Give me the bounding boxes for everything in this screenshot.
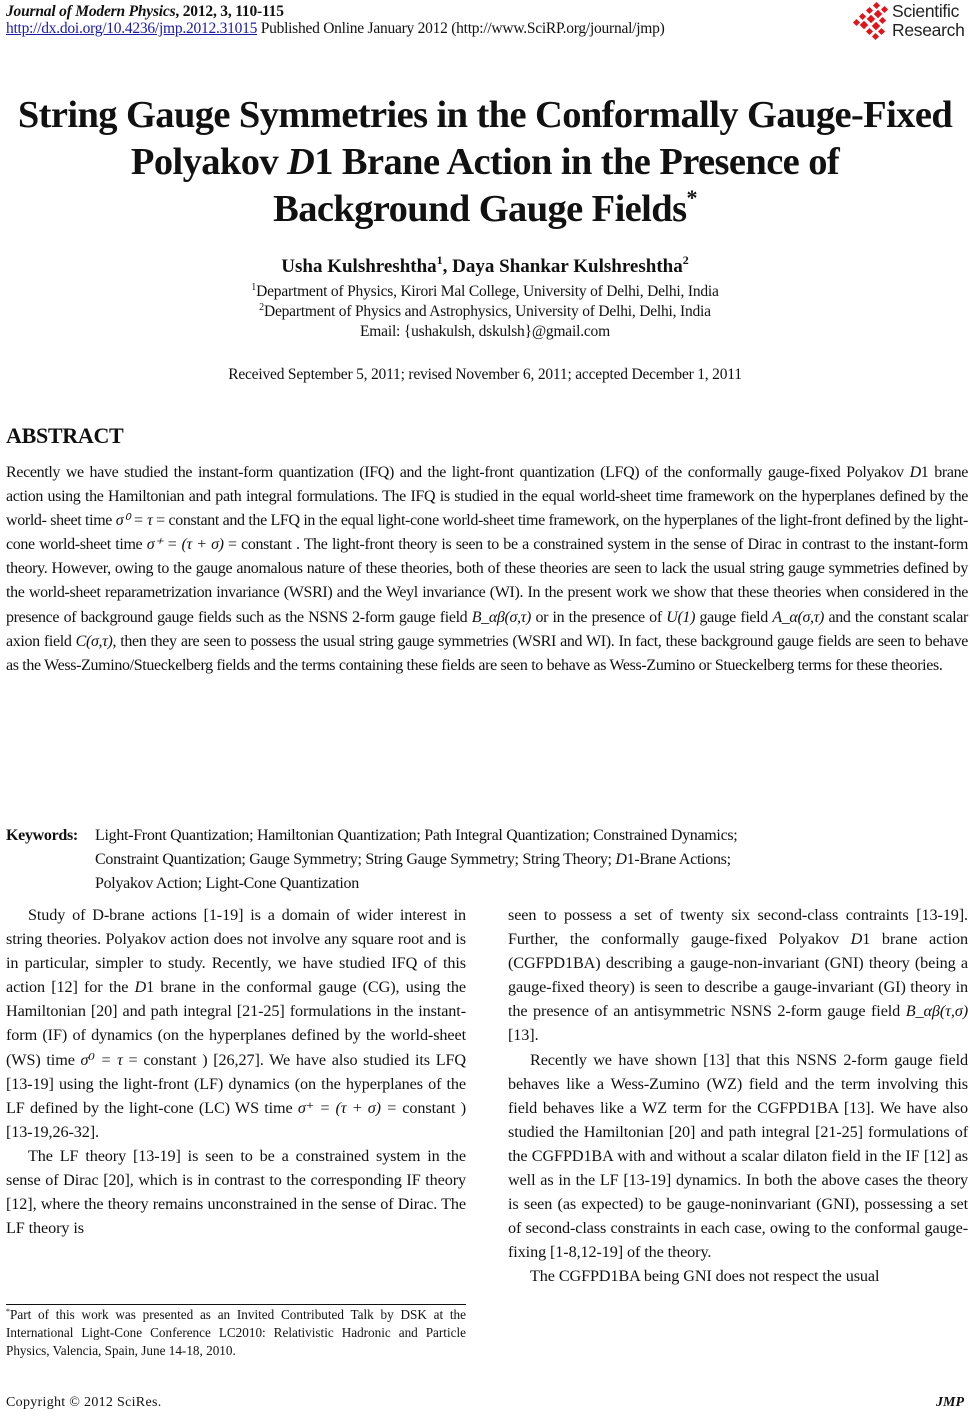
affiliation-1: $^1$Department of Physics, Kirori Mal College, University of Delhi, Delhi, India <box>251 282 719 300</box>
body-paragraph: The LF theory [13-19] is seen to be a constrained system in the sense of Dirac [20], which is in contrast to the corresponding IF theory [12], where the theory remains unconstrained in the sense of Dirac. The LF theory is <box>6 1146 466 1238</box>
body-column-left <box>6 903 466 1240</box>
logo-line-1: Scientific <box>892 1 960 21</box>
title-line-3: Background Gauge Fields* <box>273 185 697 230</box>
footnote: *Part of this work was presented as an Invited Contributed Talk by DSK at the International Light-Cone Conference LC2010: Relativistic Hadronic and Particle Physics, Valencia, Spain, June 14-18, 2010. <box>6 1307 466 1358</box>
diamond-cluster-icon <box>852 2 890 42</box>
keywords <box>6 824 968 896</box>
math-U1: U(1) <box>666 608 696 626</box>
copyright: Copyright © 2012 SciRes. <box>6 1395 162 1410</box>
author-1: Usha Kulshreshtha <box>281 256 437 277</box>
logo-line-2: Research <box>892 19 965 40</box>
math-sigma0: σ⁰ = τ <box>115 512 153 530</box>
author-list: Usha Kulshreshtha$^1$, Daya Shankar Kulshreshtha$^2$ <box>281 253 689 277</box>
keywords-list: Light-Front Quantization; Hamiltonian Quantization; Path Integral Quantization; Constrained Dynamics; Constraint Quantization; Gauge Symmetry; String Gauge Symmetry; String Theory; D1-Brane Actions; Polyakov Action; Light-Cone Quantization <box>95 827 738 892</box>
title-line-2: Polyakov D1 Brane Action in the Presence of <box>130 141 840 183</box>
body-paragraph: seen to possess a set of twenty six second-class contraints [13-19]. Further, the conformally gauge-fixed Polyakov D1 brane action (CGFPD1BA) describing a gauge-non-invariant (GNI) theory (being a gauge-fixed theory) is seen to describe a gauge-invariant (GI) theory in the presence of an antisymmetric NSNS 2-form gauge field B_αβ(τ,σ) [13]. <box>508 906 969 1045</box>
title-line-1: String Gauge Symmetries in the Conformally Gauge-Fixed <box>17 94 953 136</box>
publisher-logo[interactable] <box>852 2 970 42</box>
math-A-field: A_α(σ,τ) <box>772 608 825 626</box>
body-column-right <box>508 903 968 1289</box>
math-sigma-plus: σ⁺ = (τ + σ) <box>146 536 224 554</box>
abstract-text: Recently we have studied the instant-form quantization (IFQ) and the light-front quantization (LFQ) of the conformally gauge-fixed Polyakov D1 brane action using the Hamiltonian and path integral formulations. The IFQ is studied in the equal world-sheet time framework on the hyperplanes defined by the world- sheet time σ⁰ = τ = constant and the LFQ in the equal light-cone world-sheet time framework, on the hyperplanes of the light-front defined by the light-cone world-sheet time σ⁺ = (τ + σ) = constant . The light-front theory is seen to be a constrained system in the sense of Dirac in contrast to the instant-form theory. However, owing to the gauge anomalous nature of these theories, both of these theories are seen to lack the usual string gauge symmetries defined by the world-sheet reparametrization invariance (WSRI) and the Weyl invariance (WI). In the present work we show that these theories when considered in the presence of background gauge fields such as the NSNS 2-form gauge field B_αβ(σ,τ) or in the presence of U(1) gauge field A_α(σ,τ) and the constant scalar axion field C(σ,τ), then they are seen to possess the usual string gauge symmetries (WSRI and WI). In fact, these background gauge fields are seen to behave as the Wess-Zumino/Stueckelberg fields and the terms containing these fields are seen to behave as Wess-Zumino or Stueckelberg terms for these theories. <box>6 464 969 674</box>
paper-title <box>0 92 970 233</box>
journal-abbreviation: JMP <box>936 1395 964 1410</box>
title-footnote-mark: * <box>686 185 697 210</box>
body-paragraph: Study of D-brane actions [1-19] is a domain of wider interest in string theories. Polyakov action does not involve any square root and is in particular, simpler to study. Recently, we have studied IFQ of this action [12] for the D1 brane in the conformal gauge (CG), using the Hamiltonian [20] and path integral [21-25] formulations in the instant-form (IF) of dynamics (on the hyperplanes defined by the world-sheet (WS) time σ⁰ = τ = constant ) [26,27]. We have also studied its LFQ [13-19] using the light-front (LF) dynamics (on the hyperplanes of the LF defined by the light-cone (LC) WS time σ⁺ = (τ + σ) = constant ) [13-19,26-32]. <box>6 906 466 1141</box>
body-paragraph: The CGFPD1BA being GNI does not respect the usual <box>530 1267 880 1286</box>
publisher-logo-text <box>892 2 965 39</box>
abstract-heading: ABSTRACT <box>6 423 124 448</box>
header-publication-line <box>6 20 664 38</box>
math-B-field: B_αβ(σ,τ) <box>471 608 532 626</box>
keywords-label: Keywords: <box>6 827 78 844</box>
doi-link[interactable]: http://dx.doi.org/10.4236/jmp.2012.31015 <box>6 20 258 37</box>
footnote-divider <box>6 1304 466 1305</box>
received-dates: Received September 5, 2011; revised November 6, 2011; accepted December 1, 2011 <box>228 366 742 383</box>
published-online-text: Published Online January 2012 (http://www.SciRP.org/journal/jmp) <box>257 20 665 37</box>
affiliation-2: $^2$Department of Physics and Astrophysics, University of Delhi, Delhi, India <box>259 302 711 320</box>
author-2: Daya Shankar Kulshreshtha <box>452 256 683 277</box>
journal-citation <box>6 3 284 21</box>
body-paragraph: Recently we have shown [13] that this NSNS 2-form gauge field behaves like a Wess-Zumino (WZ) field and the term involving this field behaves like a WZ term for the CGFPD1BA [13]. We have also studied the Hamiltonian [20] and path integral [21-25] formulations of the CGFPD1BA with and without a scalar dilaton field in the IF [12] as well as in the LF [13-19] dynamics. In both the above cases the theory is seen (as expected) to be gauge-noninvariant (GNI), possessing a set of second-class constraints in each case, owing to the conformal gauge-fixing [1-8,12-19] of the theory. <box>508 1050 968 1262</box>
author-email: Email: {ushakulsh, dskulsh}@gmail.com <box>360 323 610 340</box>
journal-name: Journal of Modern Physics <box>6 3 176 20</box>
math-C-field: C(σ,τ) <box>75 632 113 650</box>
journal-volume-pages: , 2012, 3, 110-115 <box>175 3 284 20</box>
